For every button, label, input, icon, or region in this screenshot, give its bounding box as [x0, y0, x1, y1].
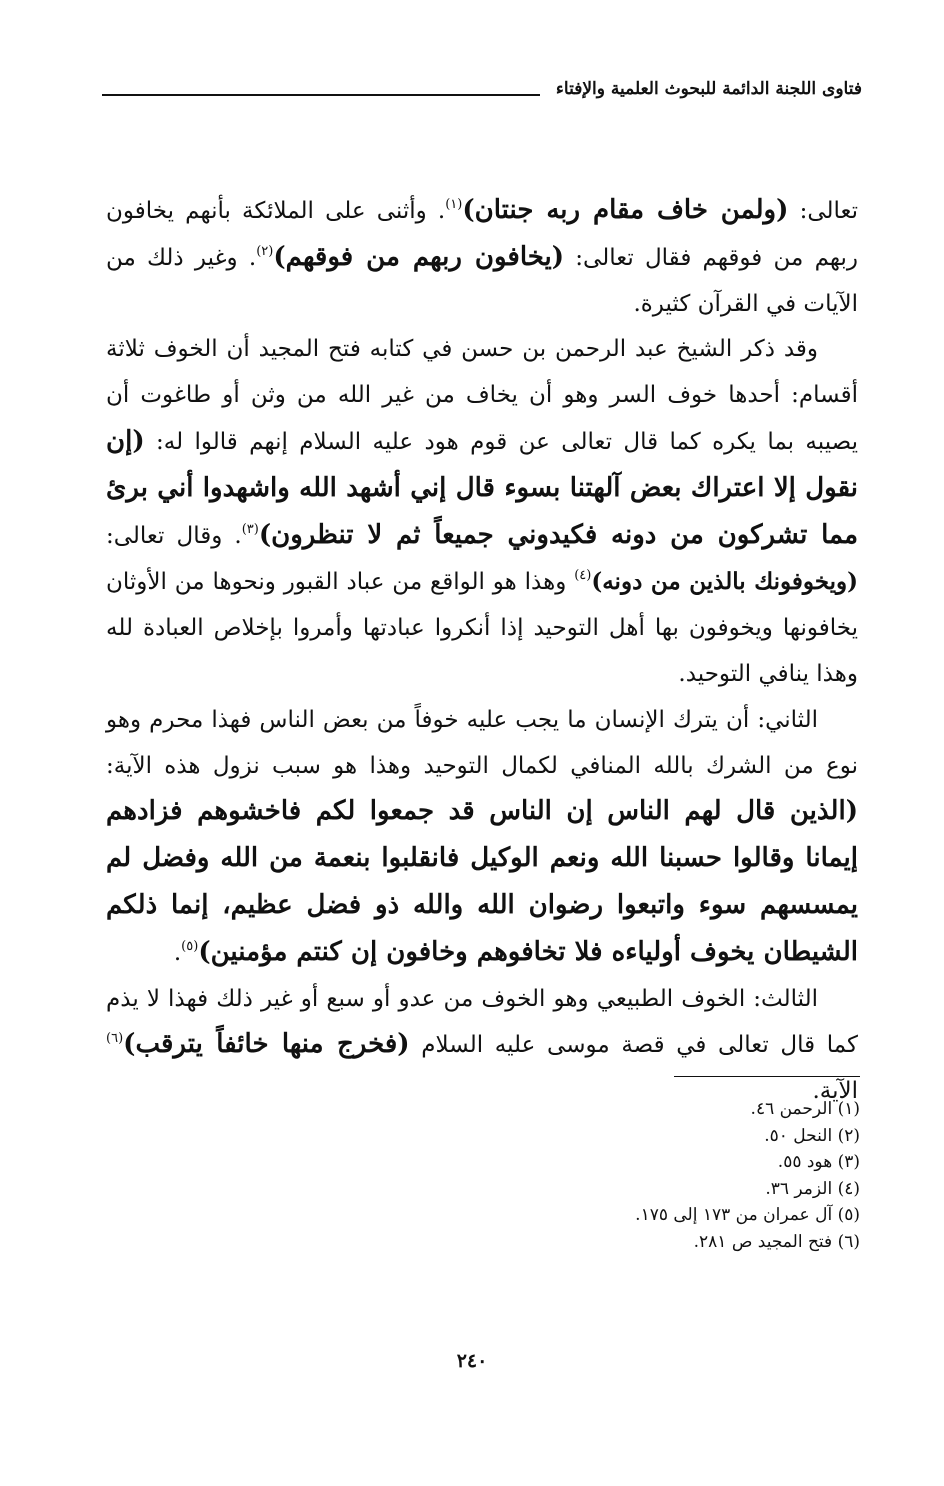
running-header: [102, 78, 862, 104]
footnote-ref-1: (١): [445, 197, 463, 212]
p2-text-1: وقد ذكر الشيخ عبد الرحمن بن حسن في كتابه فتح المجيد أن الخوف ثلاثة أقسام: أحدها خوف السر وهو أن يخاف من غير الله من وثن أو طاغوت أن يصيبه بما يكره كما قال تعالى عن قوم هود عليه السلام إنهم قالوا له:: [106, 336, 858, 455]
p1-text-2: . وأثنى على الملائكة بأنهم يخافون ربهم من فوقهم فقال تعالى:: [106, 198, 858, 271]
p1-quran-1: (ولمن خاف مقام ربه جنتان): [462, 195, 789, 225]
footnote-3: (٣) هود ٥٥.: [777, 1152, 860, 1173]
p4-text-2: الآية.: [812, 1078, 858, 1105]
p1-text-3: . وغير ذلك من الآيات في القرآن كثيرة.: [106, 244, 858, 317]
footnote-1: (١) الرحمن ٤٦.: [750, 1099, 860, 1119]
paragraph-3: [106, 698, 858, 977]
footnote-5: (٥) آل عمران من ١٧٣ إلى ١٧٥.: [635, 1205, 860, 1226]
p2-text-2: . وقال تعالى:: [106, 522, 242, 549]
p3-text-2: .: [173, 939, 182, 966]
paragraph-4: [106, 977, 858, 1115]
page-number: ٢٤٠: [456, 1350, 488, 1372]
p1-quran-2: (يخافون ربهم من فوقهم): [273, 241, 565, 272]
p2-quran-2: (ويخوفونك بالذين من دونه): [591, 568, 858, 596]
footnote-6: (٦) فتح المجيد ص ٢٨١.: [693, 1231, 860, 1252]
footnote-ref-4: (٤): [574, 568, 592, 584]
p1-text-1: تعالى:: [788, 198, 859, 224]
p3-text-1: الثاني: أن يترك الإنسان ما يجب عليه خوفاً من بعض الناس فهذا محرم وهو نوع من الشرك بالله المنافي لكمال التوحيد وهذا هو سبب نزول هذه الآية:: [106, 706, 858, 779]
footnote-ref-2: (٢): [256, 243, 274, 259]
footnotes: [440, 1096, 860, 1256]
footnote-ref-3: (٣): [241, 521, 259, 537]
footnote-2: (٢) النحل ٥٠.: [764, 1125, 860, 1146]
p4-text-1: الثالث: الخوف الطبيعي وهو الخوف من عدو أو سبع أو غير ذلك فهذا لا يذم كما قال تعالى في قصة موسى عليه السلام: [106, 985, 858, 1059]
p2-quran-1: (إن نقول إلا اعتراك بعض آلهتنا بسوء قال إني أشهد الله واشهدوا أني برئ مما تشركون من دونه فكيدوني جميعاً ثم لا تنظرون): [106, 425, 859, 550]
footnote-ref-6: (٦): [106, 1031, 124, 1047]
footnote-ref-5: (٥): [181, 938, 199, 954]
header-title: فتاوى اللجنة الدائمة للبحوث العلمية والإفتاء: [555, 79, 862, 99]
body-text: [106, 188, 858, 1115]
header-rule: [102, 94, 540, 96]
paragraph-1: [106, 188, 858, 327]
p4-quran-1: (فخرج منها خائفاً يترقب): [123, 1029, 410, 1060]
paragraph-2: [106, 327, 858, 697]
p3-quran-1: (الذين قال لهم الناس إن الناس قد جمعوا لكم فاخشوهم فزادهم إيمانا وقالوا حسبنا الله ونعم الوكيل فانقلبوا بنعمة من الله وفضل لم يمسسهم سوء واتبعوا رضوان الله والله ذو فضل عظيم، إنما ذلكم الشيطان يخوف أولياءه فلا تخافوهم وخافون إن كنتم مؤمنين): [106, 796, 858, 967]
p2-text-3: وهذا هو الواقع من عباد القبور ونحوها من الأوثان يخافونها ويخوفون بها أهل التوحيد إذا أنكروا عبادتها وأمروا بإخلاص العبادة لله وهذا ينافي التوحيد.: [106, 569, 858, 687]
footnote-4: (٤) الزمر ٣٦.: [765, 1178, 860, 1199]
footnote-separator: [674, 1076, 860, 1077]
